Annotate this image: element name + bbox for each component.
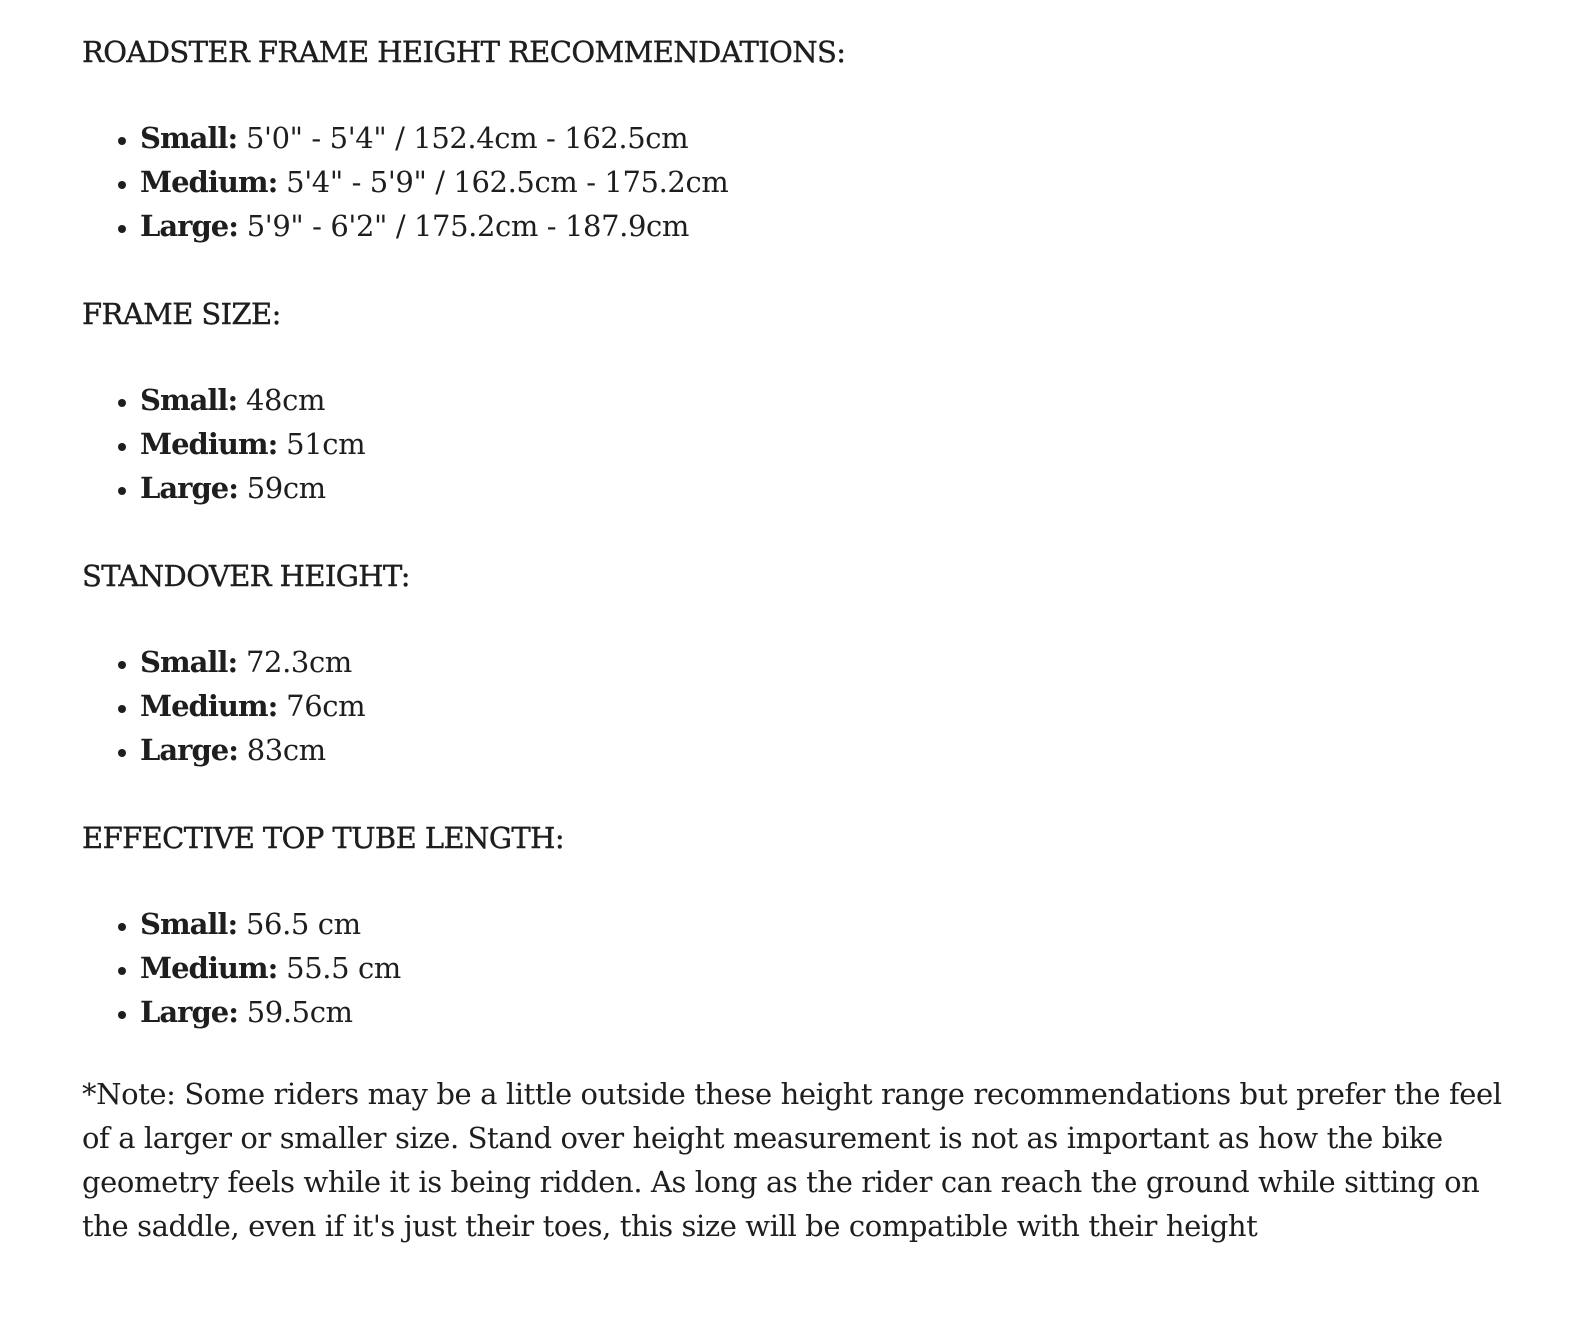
top-tube-length-section (82, 810, 1522, 1034)
list-item (140, 902, 1522, 946)
spec-list (82, 902, 1522, 1034)
size-value: 56.5 cm (246, 907, 361, 941)
size-label: Small: (140, 383, 238, 417)
spec-list (82, 116, 1522, 248)
size-label: Small: (140, 645, 238, 679)
list-item (140, 422, 1522, 466)
list-item (140, 116, 1522, 160)
size-label: Medium: (140, 689, 278, 723)
size-guide-content (82, 24, 1522, 1248)
size-value: 5'4" - 5'9" / 162.5cm - 175.2cm (286, 165, 729, 199)
section-heading: ROADSTER FRAME HEIGHT RECOMMENDATIONS: (82, 35, 846, 69)
standover-height-section (82, 548, 1522, 772)
size-label: Large: (140, 733, 238, 767)
size-label: Medium: (140, 165, 278, 199)
size-value: 76cm (286, 689, 366, 723)
size-value: 59.5cm (246, 995, 353, 1029)
list-item (140, 728, 1522, 772)
size-label: Large: (140, 209, 238, 243)
spec-list (82, 640, 1522, 772)
section-heading: EFFECTIVE TOP TUBE LENGTH: (82, 821, 565, 855)
size-value: 5'9" - 6'2" / 175.2cm - 187.9cm (246, 209, 689, 243)
size-value: 51cm (286, 427, 366, 461)
spec-list (82, 378, 1522, 510)
list-item (140, 946, 1522, 990)
list-item (140, 684, 1522, 728)
size-value: 5'0" - 5'4" / 152.4cm - 162.5cm (246, 121, 689, 155)
size-value: 72.3cm (246, 645, 352, 679)
list-item (140, 378, 1522, 422)
list-item (140, 466, 1522, 510)
list-item (140, 990, 1522, 1034)
size-label: Large: (140, 995, 238, 1029)
size-value: 83cm (246, 733, 326, 767)
size-label: Medium: (140, 951, 278, 985)
size-label: Large: (140, 471, 238, 505)
size-value: 59cm (246, 471, 326, 505)
section-heading: FRAME SIZE: (82, 297, 281, 331)
list-item (140, 204, 1522, 248)
size-label: Medium: (140, 427, 278, 461)
list-item (140, 640, 1522, 684)
size-label: Small: (140, 907, 238, 941)
size-label: Small: (140, 121, 238, 155)
sizing-note: *Note: Some riders may be a little outside these height range recommendations but prefer the feel of a larger or smaller size. Stand over height measurement is not as important as how the bike geometry feels while it is being ridden. As long as the rider can reach the ground while sitting on the saddle, even if it's just their toes, this size will be compatible with their height (82, 1077, 1502, 1243)
list-item (140, 160, 1522, 204)
frame-height-recommendations-section (82, 24, 1522, 248)
size-value: 48cm (246, 383, 326, 417)
section-heading: STANDOVER HEIGHT: (82, 559, 410, 593)
frame-size-section (82, 286, 1522, 510)
size-value: 55.5 cm (286, 951, 401, 985)
